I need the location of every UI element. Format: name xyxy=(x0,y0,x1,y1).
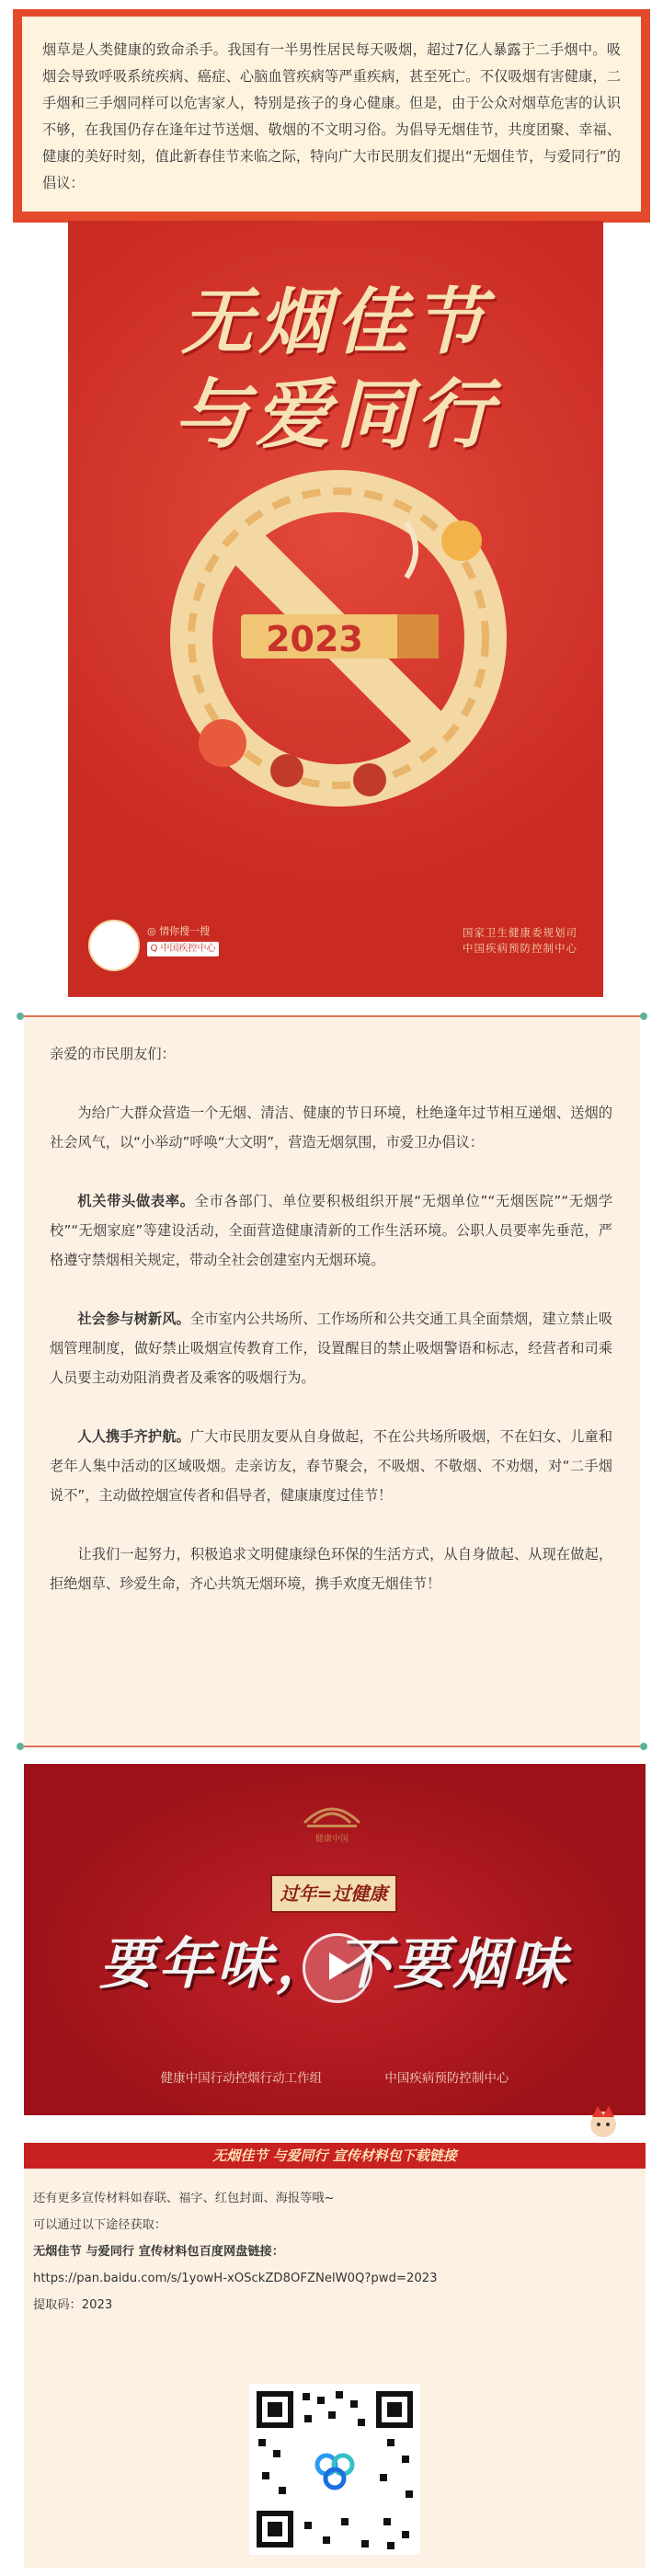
intro-text: 烟草是人类健康的致命杀手。我国有一半男性居民每天吸烟，超过7亿人暴露于二手烟中。吸烟会导致呼吸系统疾病、癌症、心脑血管疾病等严重疾病，甚至死亡。不仅吸烟有害健康，二手烟和三手烟同样可以危害家人，特别是孩子的身心健康。但是，由于公众对烟草危害的认识不够，在我国仍存在逢年过节送烟、敬烟的不文明习俗。为倡导无烟佳节，共度团聚、幸福、健康的美好时刻，值此新春佳节来临之际，特向广大市民朋友们提出“无烟佳节，与爱同行”的倡议： xyxy=(22,17,641,212)
poster-title-line1: 无烟佳节 xyxy=(180,280,490,364)
cigarette-filter xyxy=(397,614,439,658)
corner-dot xyxy=(640,1013,647,1020)
download-section xyxy=(24,2143,646,2568)
letter-heading-3: 社会参与树新风。 xyxy=(77,1311,190,1327)
letter-paragraph-1: 为给广大群众营造一个无烟、清洁、健康的节日环境，杜绝逢年过节相互递烟、送烟的社会风气，以“小举动”呼唤“大文明”，营造无烟氛围，市爱卫办倡议： xyxy=(50,1105,612,1151)
download-line-1: 还有更多宣传材料如春联、福字、红包封面、海报等哦~ xyxy=(33,2192,335,2205)
download-header: 无烟佳节 与爱同行 宣传材料包下载链接 xyxy=(24,2143,646,2169)
download-line-3: 无烟佳节 与爱同行 宣传材料包百度网盘链接： xyxy=(33,2245,284,2259)
letter-paragraph-5: 让我们一起努力，积极追求文明健康绿色环保的生活方式，从自身做起、从现在做起，拒绝烟草、珍爱生命，齐心共筑无烟环境，携手欢度无烟佳节！ xyxy=(50,1546,612,1592)
letter-text-2: 全市各部门、单位要积极组织开展“无烟单位”“无烟医院”“无烟学校”“无烟家庭”等建设活动，全面营造健康清新的工作生活环境。公职人员要率先垂范，严格遵守禁烟相关规定，带动全社会创建室内无烟环境。 xyxy=(50,1193,613,1268)
lantern-left xyxy=(199,719,246,767)
mascot-icon xyxy=(585,2104,622,2141)
poster-title-line2: 与爱同行 xyxy=(174,371,497,459)
letter-text-4: 广大市民朋友要从自身做起，不在公共场所吸烟，不在妇女、儿童和老年人集中活动的区域吸烟。走亲访友，春节聚会，不吸烟、不敬烟、不劝烟，对“二手烟说不”，主动做控烟宣传者和倡导者，健康康度过佳节！ xyxy=(50,1428,613,1504)
letter-text-3: 全市室内公共场所、工作场所和公共交通工具全面禁烟，建立禁止吸烟管理制度，做好禁止吸烟宣传教育工作，设置醒目的禁止吸烟警语和标志，经营者和司乘人员要主动劝阻消费者及乘客的吸烟行为。 xyxy=(50,1311,613,1386)
video-footer-left: 健康中国行动控烟行动工作组 xyxy=(160,2071,323,2086)
letter-paragraph-2 xyxy=(50,1186,612,1275)
video-footer-right: 中国疾病预防控制中心 xyxy=(384,2071,509,2086)
campaign-poster xyxy=(68,221,603,997)
baidu-pan-qr-code[interactable] xyxy=(249,2384,420,2555)
video-footer xyxy=(24,2067,646,2086)
health-china-logo-icon xyxy=(300,1795,364,1830)
letter-greeting: 亲爱的市民朋友们： xyxy=(50,1046,176,1062)
poster-badge-pill: Q 中国疾控中心 xyxy=(147,942,219,956)
year-cigarette-graphic xyxy=(241,607,439,666)
poster-qr-icon xyxy=(88,920,140,971)
poster-badge-text: ◎ 情你搜一搜 xyxy=(147,925,211,937)
letter-heading-4: 人人携手齐护航。 xyxy=(77,1428,190,1445)
poster-organizations xyxy=(463,925,577,956)
video-player[interactable] xyxy=(24,1764,646,2115)
video-slogan: 要年味，不要烟味 xyxy=(99,1932,570,1997)
letter-paragraph-4 xyxy=(50,1422,612,1510)
download-link[interactable]: https://pan.baidu.com/s/1yowH-xOSckZD8OFZNelW0Q?pwd=2023 xyxy=(33,2272,438,2285)
child-figure-1 xyxy=(270,754,303,787)
corner-dot xyxy=(640,1743,647,1750)
download-line-2: 可以通过以下途径获取： xyxy=(33,2218,167,2232)
play-button-icon[interactable] xyxy=(303,1933,372,2003)
video-badge: 过年=过健康 xyxy=(270,1874,397,1913)
letter-paragraph-3 xyxy=(50,1304,612,1392)
download-body xyxy=(33,2185,636,2318)
download-code: 提取码：2023 xyxy=(33,2298,113,2312)
poster-org-1: 国家卫生健康委规划司 xyxy=(463,926,577,939)
child-figure-2 xyxy=(353,763,386,796)
letter-body xyxy=(50,1039,612,1598)
proposal-letter xyxy=(24,1015,640,1747)
intro-frame xyxy=(13,9,650,223)
lantern-right xyxy=(441,521,482,561)
corner-dot xyxy=(17,1013,24,1020)
health-china-logo-text: 健康中国 xyxy=(314,1835,349,1844)
poster-year: 2023 xyxy=(266,619,363,659)
letter-heading-2: 机关带头做表率。 xyxy=(77,1193,195,1209)
poster-org-2: 中国疾病预防控制中心 xyxy=(463,942,577,955)
corner-dot xyxy=(17,1743,24,1750)
